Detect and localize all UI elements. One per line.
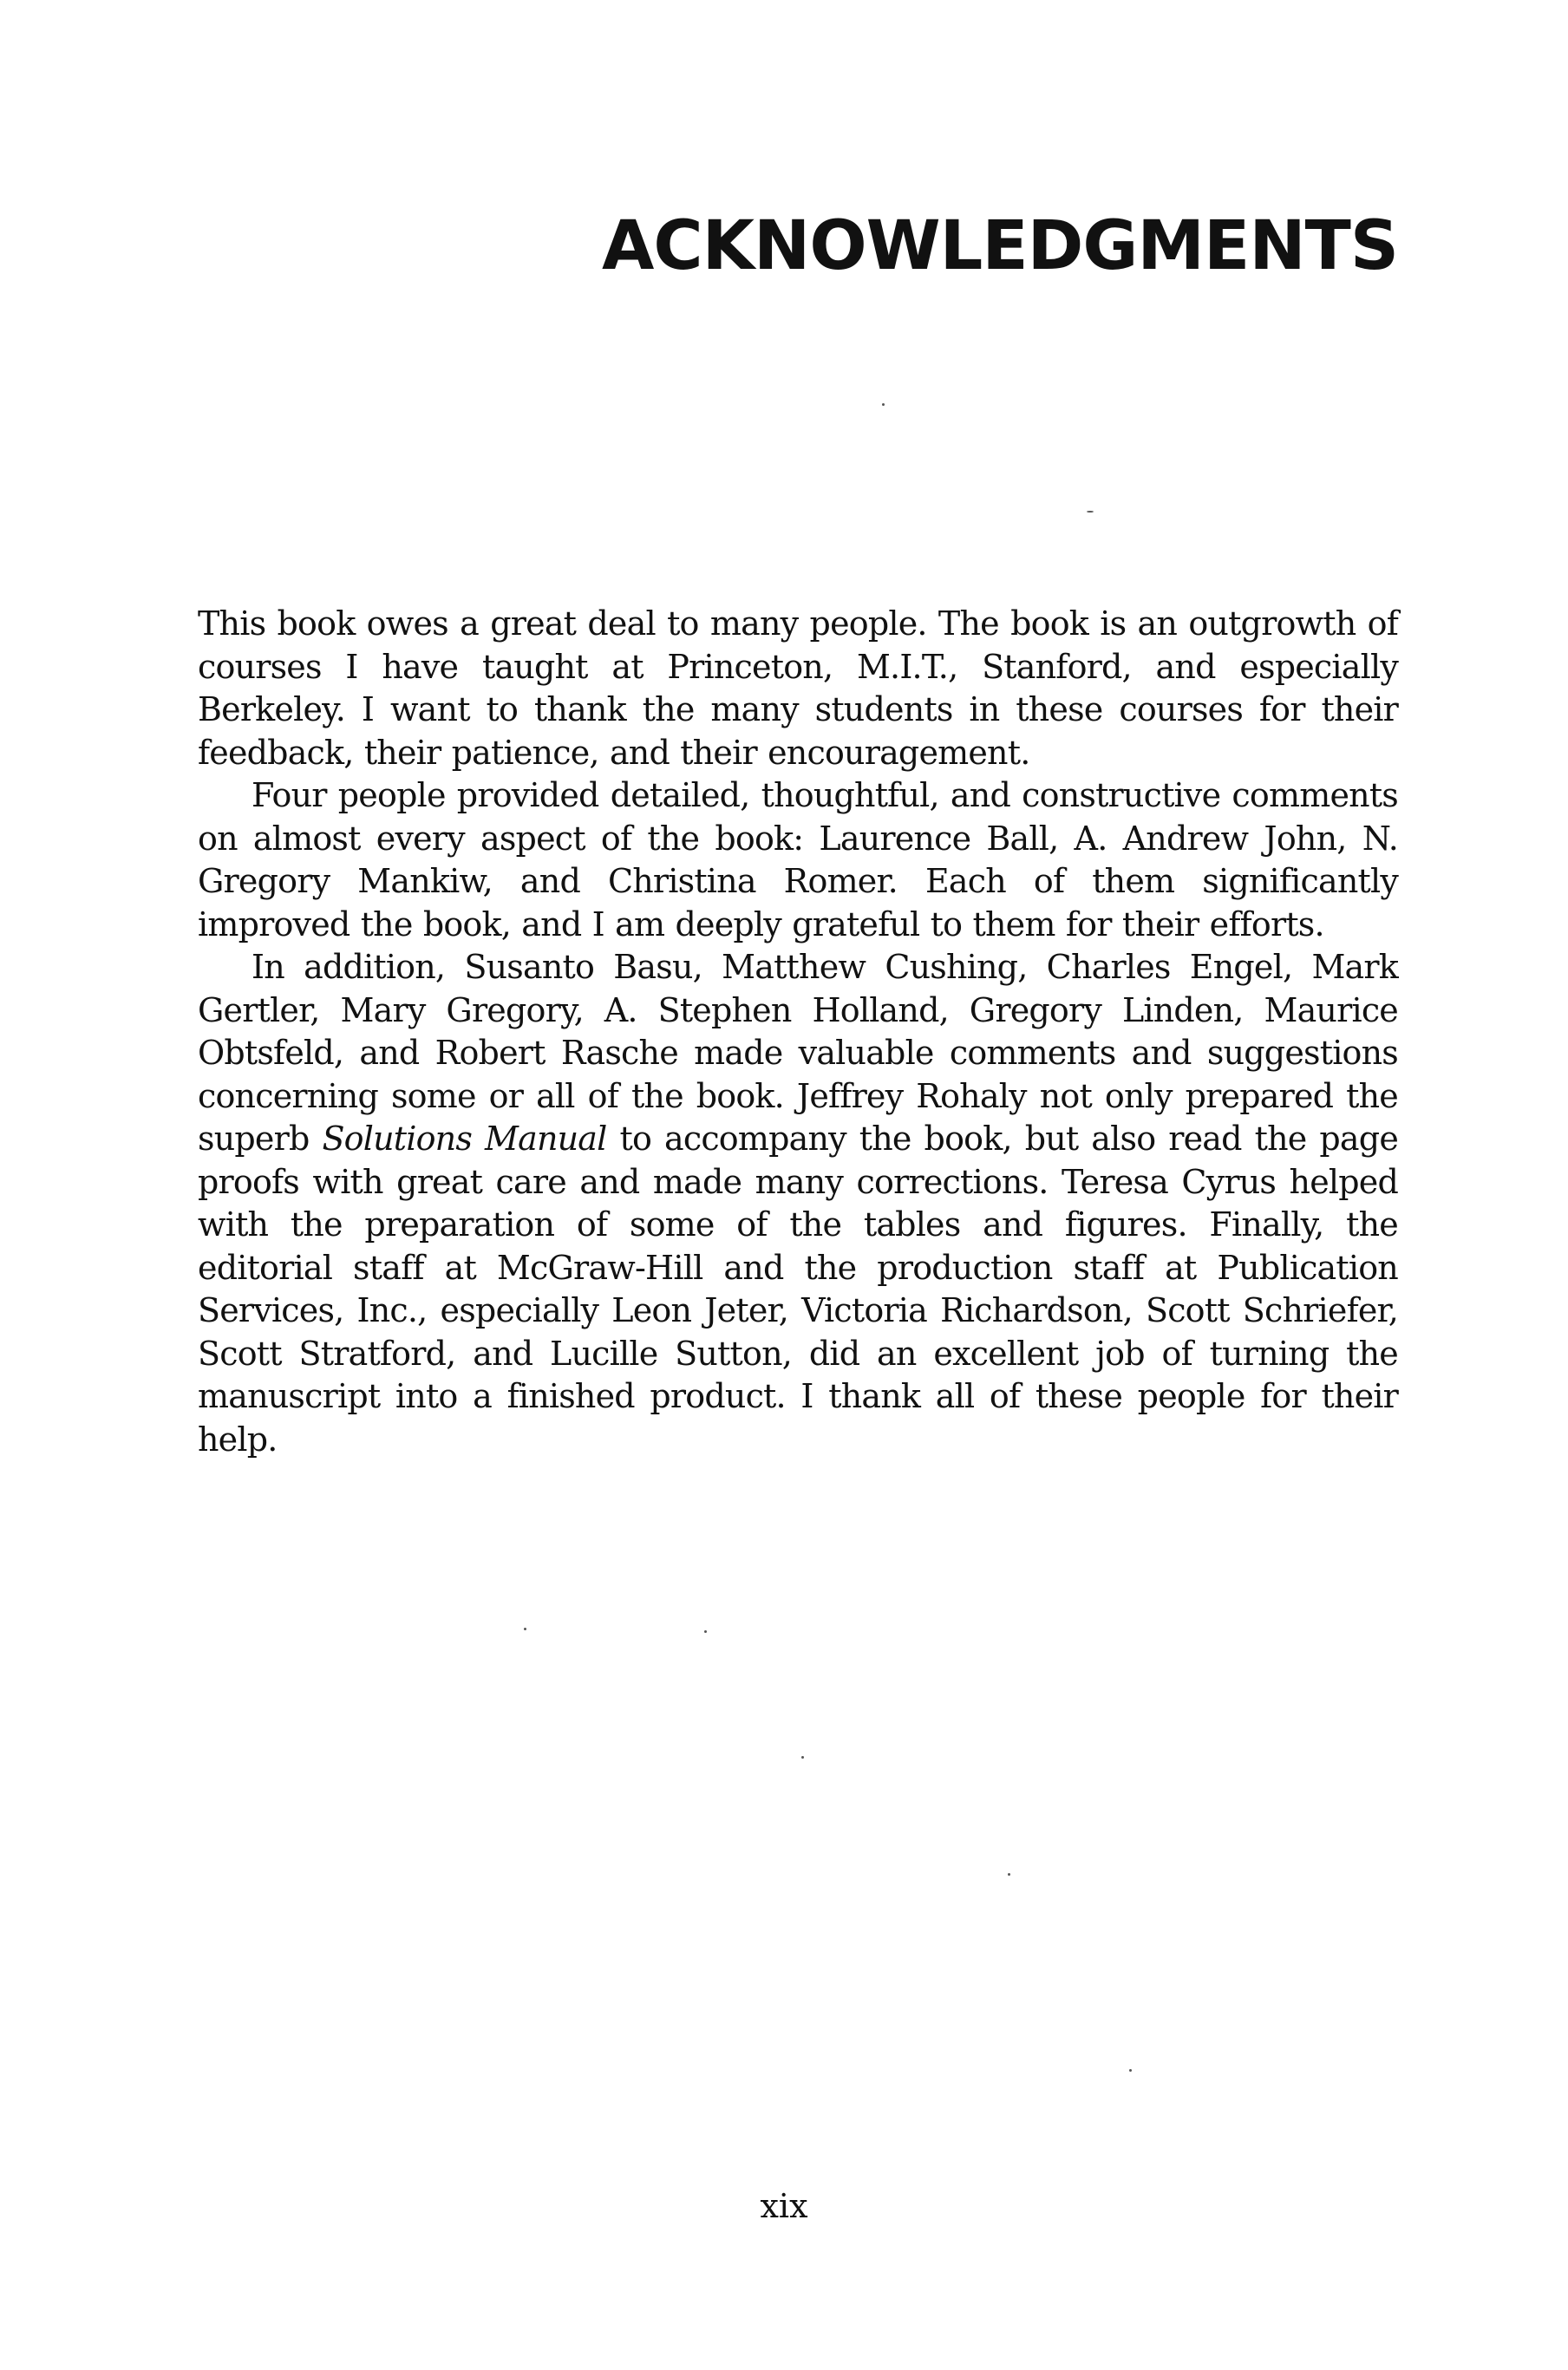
scan-speck: [882, 403, 885, 406]
scan-speck: [704, 1630, 707, 1633]
acknowledgments-body: [198, 603, 1398, 1461]
chapter-heading: ACKNOWLEDGMENTS: [602, 207, 1398, 285]
scan-speck: [1008, 1873, 1010, 1876]
scan-speck: [1087, 511, 1094, 513]
paragraph-1: This book owes a great deal to many people. The book is an outgrowth of courses I have taught at Princeton, M.I.T., Stanford, and especially Berkeley. I want to thank the many students in these courses for their feedback, their patience, and their encouragement.: [198, 604, 1398, 772]
scan-speck: [524, 1628, 526, 1630]
paragraph-3-text-after: to accompany the book, but also read the page proofs with great care and made many corrections. Teresa Cyrus helped with the preparation of some of the tables and figures. Finally, the editorial staff at McGraw-Hill and the production staff at Publication Services, Inc., especially Leon Jeter, Victoria Richardson, Scott Schriefer, Scott Stratford, and Lucille Sutton, did an excellent job of turning the manuscript into a finished product. I thank all of these people for their help.: [198, 1120, 1399, 1459]
paragraph-2: Four people provided detailed, thoughtful, and constructive comments on almost every aspect of the book: Laurence Ball, A. Andrew John, N. Gregory Mankiw, and Christina Romer. Each of them significantly improved the book, and I am deeply grateful to them for their efforts.: [198, 776, 1398, 943]
solutions-manual-title: Solutions Manual: [322, 1120, 607, 1158]
paragraph-3-text-before: In addition, Susanto Basu, Matthew Cushing, Charles Engel, Mark Gertler, Mary Gregory, A. Stephen Holland, Gregory Linden, Maurice Obtsfeld, and Robert Rasche made valuable comments and suggestions concerning some or all of the book. Jeffrey Rohaly not only prepared the superb: [198, 948, 1398, 1158]
page-number: xix: [760, 2187, 808, 2225]
scan-speck: [801, 1756, 804, 1759]
paragraph-3: [198, 946, 1398, 1461]
scan-speck: [1129, 2069, 1132, 2072]
